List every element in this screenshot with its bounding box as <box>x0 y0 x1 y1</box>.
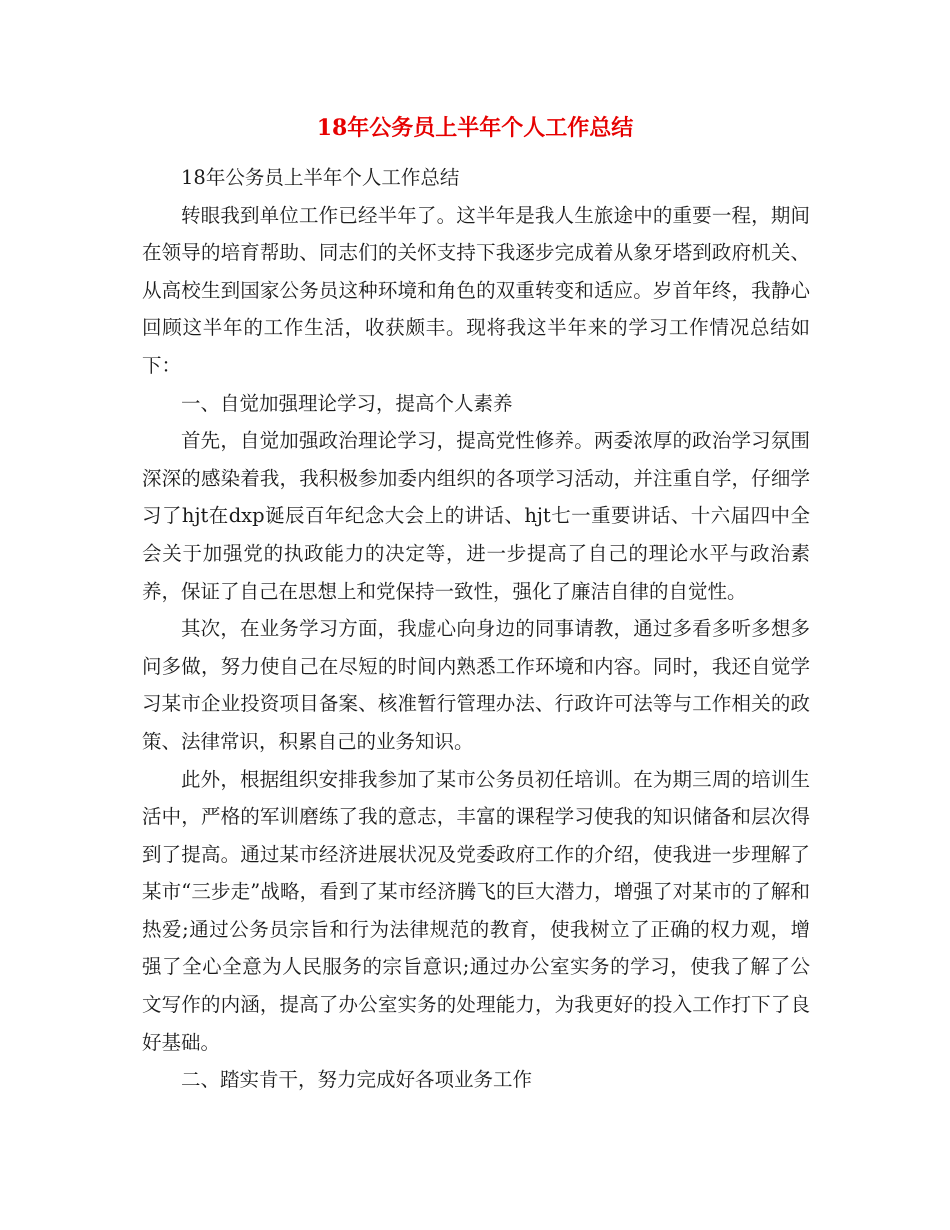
intro-paragraph: 转眼我到单位工作已经半年了。这半年是我人生旅途中的重要一程，期间在领导的培育帮助、同志们的关怀支持下我逐步完成着从象牙塔到政府机关、从高校生到国家公务员这种环境和角色的双重转变和适应。岁首年终，我静心回顾这半年的工作生活，收获颇丰。现将我这半年来的学习工作情况总结如下： <box>142 203 810 377</box>
document-body <box>142 159 810 1099</box>
body-paragraph: 首先，自觉加强政治理论学习，提高党性修养。两委浓厚的政治学习氛围深深的感染着我，我积极参加委内组织的各项学习活动，并注重自学，仔细学习了hjt在dxp诞辰百年纪念大会上的讲话、hjt七一重要讲话、十六届四中全会关于加强党的执政能力的决定等，进一步提高了自己的理论水平与政治素养，保证了自己在思想上和党保持一致性，强化了廉洁自律的自觉性。 <box>142 429 810 603</box>
document-title: 18年公务员上半年个人工作总结 <box>316 115 634 141</box>
section-heading-2: 二、踏实肯干，努力完成好各项业务工作 <box>181 1068 533 1092</box>
subtitle-paragraph: 18年公务员上半年个人工作总结 <box>181 166 460 189</box>
section-heading-1: 一、自觉加强理论学习，提高个人素养 <box>181 391 513 415</box>
body-paragraph: 其次，在业务学习方面，我虚心向身边的同事请教，通过多看多听多想多问多做，努力使自己在尽短的时间内熟悉工作环境和内容。同时，我还自觉学习某市企业投资项目备案、核准暂行管理办法、行政许可法等与工作相关的政策、法律常识，积累自己的业务知识。 <box>142 617 810 753</box>
body-paragraph: 此外，根据组织安排我参加了某市公务员初任培训。在为期三周的培训生活中，严格的军训磨练了我的意志，丰富的课程学习使我的知识储备和层次得到了提高。通过某市经济进展状况及党委政府工作的介绍，使我进一步理解了某市“三步走”战略，看到了某市经济腾飞的巨大潜力，增强了对某市的了解和热爱;通过公务员宗旨和行为法律规范的教育，使我树立了正确的权力观，增强了全心全意为人民服务的宗旨意识;通过办公室实务的学习，使我了解了公文写作的内涵，提高了办公室实务的处理能力，为我更好的投入工作打下了良好基础。 <box>142 767 810 1054</box>
